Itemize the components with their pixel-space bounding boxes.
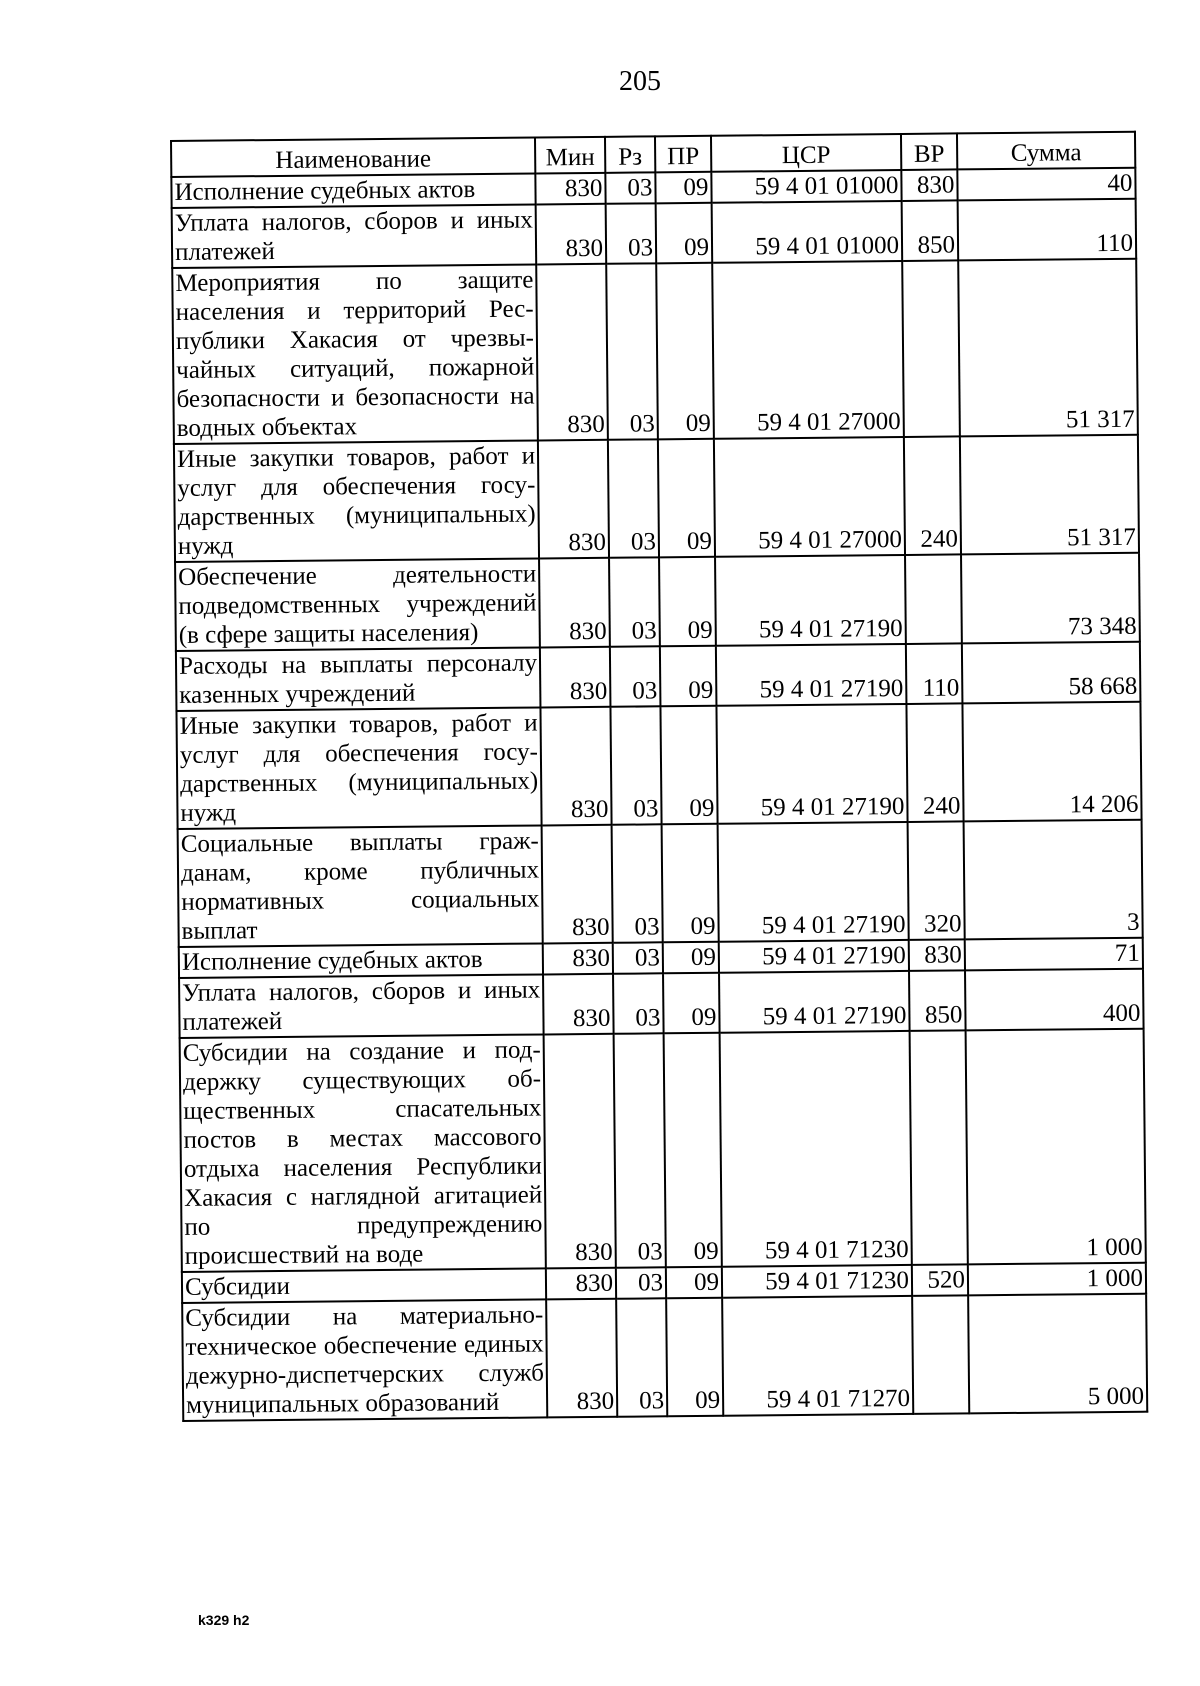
budget-table — [170, 131, 1148, 1422]
cell-vr: 320 — [908, 821, 965, 940]
cell-csr: 59 4 01 27190 — [716, 704, 907, 824]
cell-rz: 03 — [606, 203, 657, 263]
cell-min: 830 — [546, 1299, 617, 1418]
cell-csr: 59 4 01 27190 — [719, 971, 910, 1033]
table-row — [175, 553, 1140, 651]
cell-sum: 400 — [965, 969, 1144, 1031]
cell-rz: 03 — [613, 942, 663, 973]
cell-pr: 09 — [666, 1267, 722, 1299]
cell-pr: 09 — [655, 172, 711, 204]
header-csr: ЦСР — [711, 134, 901, 172]
table-row — [172, 259, 1138, 444]
cell-pr: 09 — [656, 263, 714, 440]
cell-sum: 40 — [957, 168, 1135, 201]
cell-csr: 59 4 01 71230 — [720, 1031, 912, 1267]
cell-name: Иные закупки товаров, работ и услуг для обеспечения государственных (муниципальных) нужд — [176, 707, 541, 828]
cell-min: 830 — [538, 440, 609, 559]
cell-sum: 3 — [964, 820, 1143, 940]
cell-pr: 09 — [662, 824, 719, 943]
cell-rz: 03 — [613, 973, 664, 1033]
cell-csr: 59 4 01 27000 — [714, 437, 905, 557]
cell-min: 830 — [539, 558, 610, 648]
cell-min: 830 — [536, 204, 607, 265]
cell-pr: 09 — [664, 1033, 722, 1268]
header-min: Мин — [535, 137, 605, 174]
table-row — [176, 702, 1141, 829]
cell-vr: 240 — [904, 436, 961, 555]
table-row — [174, 435, 1139, 562]
cell-csr: 59 4 01 71270 — [722, 1296, 913, 1416]
table-row — [176, 642, 1141, 711]
cell-rz: 03 — [608, 439, 659, 557]
cell-pr: 09 — [660, 646, 717, 707]
cell-csr: 59 4 01 27000 — [712, 261, 904, 439]
cell-sum: 5 000 — [968, 1294, 1147, 1414]
cell-rz: 03 — [606, 263, 658, 439]
cell-pr: 09 — [663, 973, 720, 1034]
cell-rz: 03 — [610, 646, 661, 706]
cell-csr: 59 4 01 27190 — [719, 940, 909, 973]
cell-name: Социальные выплаты гражданам, кроме публичных нормативных социальных выплат — [178, 825, 543, 946]
cell-pr: 09 — [663, 942, 719, 974]
cell-name: Мероприятия по защите населения и территорий Республики Хакасия от чрезвычайных ситуаций, пожарной безопасности и безопасности на водных объектах — [172, 264, 538, 443]
table-row — [180, 1029, 1146, 1272]
cell-name: Уплата налогов, сборов и иных платежей — [172, 204, 537, 267]
header-pr: ПР — [655, 136, 711, 173]
table-row — [179, 969, 1144, 1038]
cell-vr — [905, 554, 962, 644]
cell-vr: 830 — [909, 939, 965, 971]
header-name: Наименование — [171, 137, 535, 176]
cell-name: Субсидии на материально-техническое обеспечение единых дежурно-диспетчерских служб муниципальных образований — [182, 1299, 547, 1420]
cell-vr: 830 — [901, 169, 957, 201]
table-row — [178, 820, 1143, 947]
cell-vr: 520 — [912, 1264, 968, 1296]
cell-rz: 03 — [612, 824, 663, 942]
cell-sum: 73 348 — [961, 553, 1140, 644]
header-vr: ВР — [901, 133, 957, 170]
cell-pr: 09 — [656, 203, 713, 264]
cell-csr: 59 4 01 01000 — [711, 170, 901, 203]
cell-sum: 58 668 — [962, 642, 1141, 704]
cell-vr — [910, 1030, 968, 1265]
cell-vr — [902, 260, 960, 437]
cell-rz: 03 — [616, 1267, 666, 1298]
cell-min: 830 — [540, 647, 611, 708]
cell-csr: 59 4 01 01000 — [712, 201, 903, 263]
cell-vr: 240 — [906, 703, 963, 822]
cell-pr: 09 — [666, 1298, 723, 1417]
cell-csr: 59 4 01 27190 — [716, 644, 907, 706]
cell-vr: 850 — [909, 970, 966, 1031]
cell-sum: 1 000 — [968, 1263, 1146, 1296]
cell-min: 830 — [544, 1034, 616, 1269]
cell-name: Субсидии — [182, 1268, 546, 1302]
cell-rz: 03 — [609, 557, 660, 646]
table-row — [172, 199, 1137, 268]
cell-name: Исполнение судебных актов — [171, 173, 535, 207]
cell-name: Расходы на выплаты персоналу казенных учреждений — [176, 647, 541, 710]
cell-sum: 1 000 — [966, 1029, 1146, 1265]
cell-min: 830 — [546, 1268, 616, 1300]
cell-name: Исполнение судебных актов — [179, 943, 543, 977]
cell-sum: 71 — [965, 938, 1143, 971]
cell-csr: 59 4 01 71230 — [722, 1265, 912, 1298]
cell-rz: 03 — [605, 172, 655, 203]
cell-sum: 14 206 — [962, 702, 1141, 822]
cell-pr: 09 — [658, 439, 715, 558]
cell-vr: 850 — [902, 200, 959, 261]
header-rz: Рз — [605, 136, 655, 172]
cell-vr: 110 — [906, 643, 963, 704]
cell-rz: 03 — [614, 1033, 666, 1267]
cell-pr: 09 — [659, 557, 716, 647]
cell-rz: 03 — [616, 1298, 667, 1416]
header-sum: Сумма — [957, 132, 1135, 170]
cell-sum: 51 317 — [958, 259, 1138, 437]
cell-name: Уплата налогов, сборов и иных платежей — [179, 974, 544, 1037]
cell-min: 830 — [543, 974, 614, 1035]
cell-csr: 59 4 01 27190 — [718, 822, 909, 942]
cell-name: Иные закупки товаров, работ и услуг для обеспечения государственных (муниципальных) нужд — [174, 440, 539, 561]
table-row — [182, 1294, 1147, 1421]
cell-name: Субсидии на создание и поддержку существующих общественных спасательных постов в местах массового отдыха населения Республики Хакасия с наглядной агитацией по предупреждению происшествий на воде — [180, 1034, 546, 1271]
cell-name: Обеспечение деятельности подведомственных учреждений (в сфере защиты населения) — [175, 558, 540, 650]
page-number: 205 — [619, 66, 661, 97]
table-body — [171, 168, 1147, 1421]
cell-vr — [912, 1295, 969, 1414]
cell-min: 830 — [536, 264, 608, 441]
cell-pr: 09 — [660, 706, 717, 825]
cell-min: 830 — [543, 943, 613, 975]
cell-rz: 03 — [610, 706, 661, 824]
cell-min: 830 — [540, 707, 611, 826]
cell-min: 830 — [535, 173, 605, 205]
cell-sum: 110 — [958, 199, 1137, 261]
cell-sum: 51 317 — [960, 435, 1139, 555]
cell-min: 830 — [542, 825, 613, 944]
footer-code: k329 h2 — [198, 1612, 250, 1628]
cell-csr: 59 4 01 27190 — [715, 555, 906, 646]
